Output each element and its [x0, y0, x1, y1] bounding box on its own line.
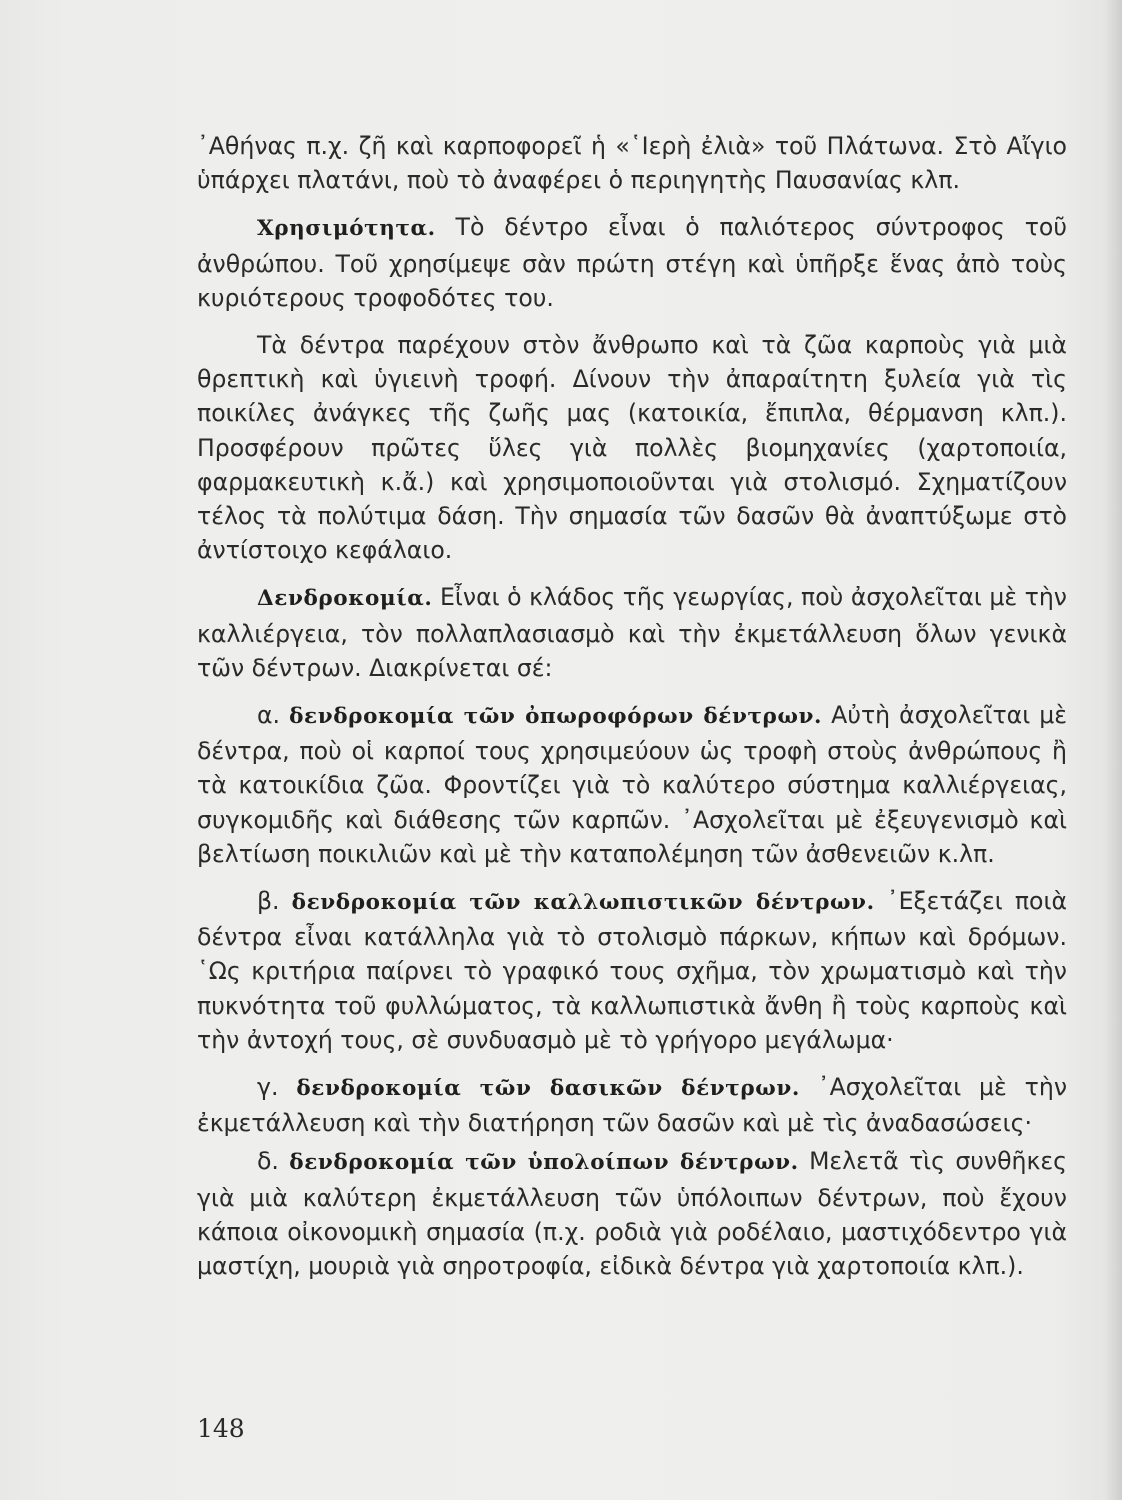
paragraph-text: Εἶναι ὁ κλάδος τῆς γεωργίας, ποὺ ἀσχολεῖται μὲ τὴν καλλιέργεια, τὸν πολλαπλασιασμὸ καὶ τὴν ἐκμετάλλευση ὅλων γενικὰ τῶν δέντρων. Διακρίνεται σέ:	[197, 583, 1067, 682]
list-label: δ.	[257, 1147, 290, 1176]
section-heading: Χρησιμότητα.	[257, 216, 436, 242]
paragraph-text: Τὰ δέντρα παρέχουν στὸν ἄνθρωπο καὶ τὰ ζῶα καρποὺς γιὰ μιὰ θρεπτικὴ καὶ ὑγιεινὴ τροφή. Δίνουν τὴν ἀπαραίτητη ξυλεία γιὰ τὶς ποικίλες ἀνάγκες τῆς ζωῆς μας (κατοικία, ἔπιπλα, θέρμανση κλπ.). Προσφέρουν πρῶτες ὕλες γιὰ πολλὲς βιομηχανίες (χαρτοποιία, φαρμακευτικὴ κ.ἄ.) καὶ χρησιμοποιοῦνται γιὰ στολισμό. Σχηματίζουν τέλος τὰ πολύτιμα δάση. Τὴν σημασία τῶν δασῶν θὰ ἀναπτύξωμε στὸ ἀντίστοιχο κεφάλαιο.	[197, 331, 1067, 565]
page-number: 148	[197, 1414, 245, 1443]
paragraph-usefulness	[197, 210, 1067, 315]
paragraph-text: Τὸ δέντρο εἶναι ὁ παλιότερος σύντροφος τοῦ ἀνθρώπου. Τοῦ χρησίμεψε σὰν πρώτη στέγη καὶ ὑπῆρξε ἕνας ἀπὸ τοὺς κυριότερους τροφοδότες του.	[197, 213, 1067, 312]
page-edge-shadow	[1104, 0, 1122, 1500]
paragraph-continuation	[197, 129, 1067, 197]
list-heading: δενδροκομία τῶν καλλωπιστικῶν δέντρων.	[291, 890, 875, 916]
paragraph-text: Αὐτὴ ἀσχολεῖται μὲ δέντρα, ποὺ οἱ καρποί τους χρησιμεύουν ὡς τροφὴ στοὺς ἀνθρώπους ἢ τὰ κατοικίδια ζῶα. Φροντίζει γιὰ τὸ καλύτερο σύστημα καλλιέργειας, συγκομιδῆς καὶ διάθεσης τῶν καρπῶν. ᾿Ασχολεῖται μὲ ἐξευγενισμὸ καὶ βελτίωση ποικιλιῶν καὶ μὲ τὴν καταπολέμηση τῶν ἀσθενειῶν κ.λπ.	[197, 701, 1067, 868]
list-item-a	[197, 698, 1067, 871]
list-item-b	[197, 884, 1067, 1057]
paragraph-text: ᾿Εξετάζει ποιὰ δέντρα εἶναι κατάλληλα γιὰ τὸ στολισμὸ πάρκων, κήπων καὶ δρόμων. ῾Ως κριτήρια παίρνει τὸ γραφικό τους σχῆμα, τὸν χρωματισμὸ καὶ τὴν πυκνότητα τοῦ φυλλώματος, τὰ καλλωπιστικὰ ἄνθη ἢ τοὺς καρποὺς καὶ τὴν ἀντοχή τους, σὲ συνδυασμὸ μὲ τὸ γρήγορο μεγάλωμα·	[197, 887, 1068, 1054]
paragraph-arboriculture	[197, 580, 1067, 685]
paragraph-text: Μελετᾶ τὶς συνθῆκες γιὰ μιὰ καλύτερη ἐκμετάλλευση τῶν ὑπόλοιπων δέντρων, ποὺ ἔχουν κάποια οἰκονομικὴ σημασία (π.χ. ροδιὰ γιὰ ροδέλαιο, μαστιχόδεντρο γιὰ μαστίχη, μουριὰ γιὰ σηροτροφία, εἰδικὰ δέντρα γιὰ χαρτοποιία κλπ.).	[197, 1147, 1067, 1281]
list-item-d	[197, 1144, 1067, 1283]
list-label: α.	[257, 701, 290, 730]
section-heading: Δενδροκομία.	[257, 586, 433, 612]
list-label: γ.	[257, 1073, 297, 1102]
paragraph-benefits	[197, 328, 1067, 567]
body-text	[197, 129, 1067, 1296]
paragraph-text: ᾿Ασχολεῖται μὲ τὴν ἐκμετάλλευση καὶ τὴν διατήρηση τῶν δασῶν καὶ μὲ τὶς ἀναδασώσεις·	[197, 1073, 1067, 1138]
list-heading: δενδροκομία τῶν ὀπωροφόρων δέντρων.	[289, 704, 823, 730]
list-item-c	[197, 1070, 1067, 1140]
list-heading: δενδροκομία τῶν ὑπολοίπων δέντρων.	[289, 1150, 799, 1176]
paragraph-text: ᾿Αθήνας π.χ. ζῆ καὶ καρποφορεῖ ἡ «῾Ιερὴ ἐλιὰ» τοῦ Πλάτωνα. Στὸ Αἴγιο ὑπάρχει πλατάνι, ποὺ τὸ ἀναφέρει ὁ περιηγητὴς Παυσανίας κλπ.	[197, 132, 1067, 195]
list-label: β.	[257, 887, 292, 916]
list-heading: δενδροκομία τῶν δασικῶν δέντρων.	[296, 1076, 800, 1102]
